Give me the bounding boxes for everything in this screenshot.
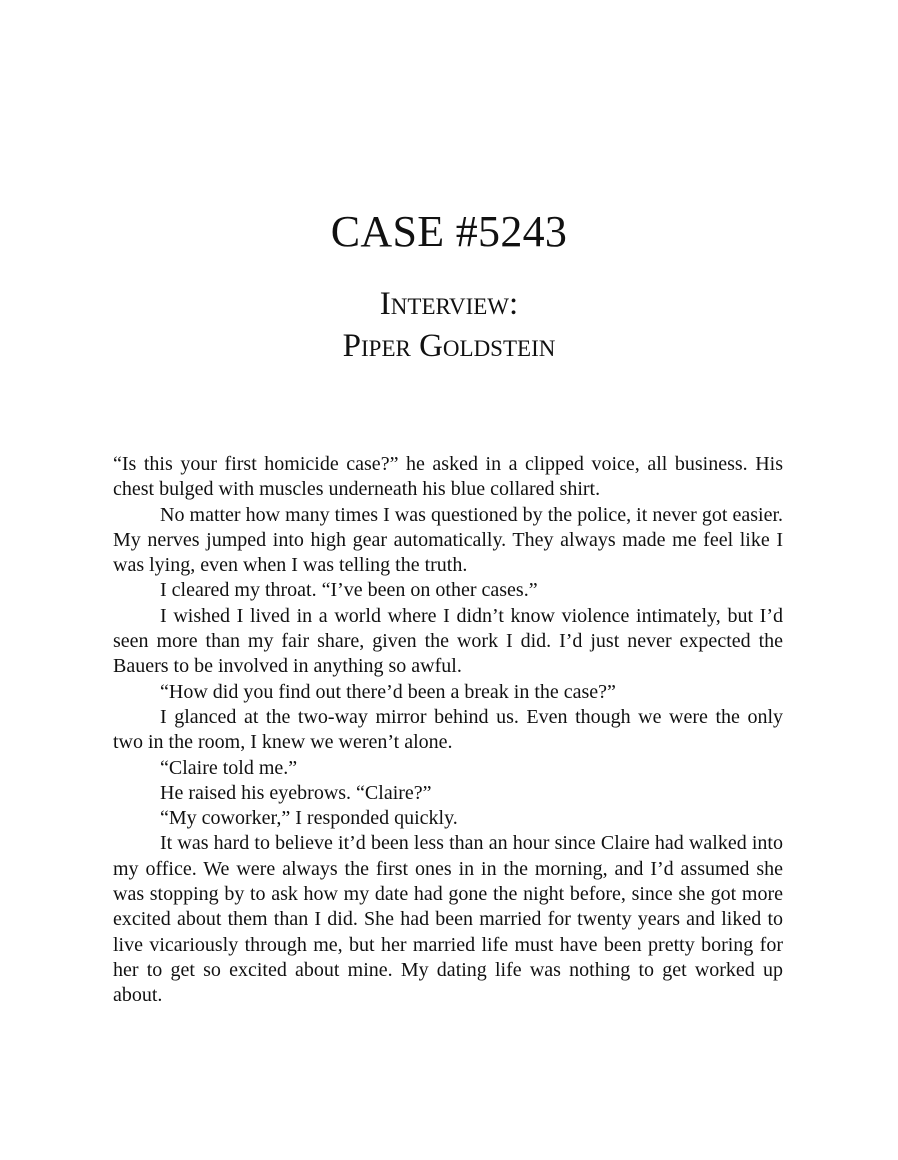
paragraph: “Claire told me.” xyxy=(160,756,298,779)
paragraph: “Is this your first homicide case?” he asked in a clipped voice, all business. His chest bulged with muscles underneath his blue collared shirt. xyxy=(113,453,783,501)
case-title: CASE #5243 xyxy=(330,207,568,256)
paragraph: I glanced at the two-way mirror behind us. Even though we were the only two in the room, I knew we weren’t alone. xyxy=(113,705,783,754)
paragraph: “How did you find out there’d been a break in the case?” xyxy=(160,680,616,703)
chapter-body xyxy=(113,452,783,1009)
subtitle-line-1: Interview: xyxy=(379,286,519,322)
subtitle-line-2: Piper Goldstein xyxy=(342,328,556,364)
paragraph: No matter how many times I was questioned by the police, it never got easier. My nerves jumped into high gear automatically. They always made me feel like I was lying, even when I was telling the truth. xyxy=(113,503,783,577)
chapter-subtitle xyxy=(0,283,898,367)
paragraph: I cleared my throat. “I’ve been on other cases.” xyxy=(160,579,538,602)
paragraph: He raised his eyebrows. “Claire?” xyxy=(160,781,432,804)
paragraph: It was hard to believe it’d been less than an hour since Claire had walked into my office. We were always the first ones in in the morning, and I’d assumed she was stopping by to ask how my date had gone the night before, since she got more excited about them than I did. She had been married for twenty years and liked to live vicariously through me, but her married life must have been pretty boring for her to get so excited about mine. My dating life was nothing to get worked up about. xyxy=(113,832,783,1007)
paragraph: I wished I lived in a world where I didn’t know violence intimately, but I’d seen more than my fair share, given the work I did. I’d just never expected the Bauers to be involved in anything so awful. xyxy=(113,604,783,678)
paragraph: “My coworker,” I responded quickly. xyxy=(160,807,458,830)
